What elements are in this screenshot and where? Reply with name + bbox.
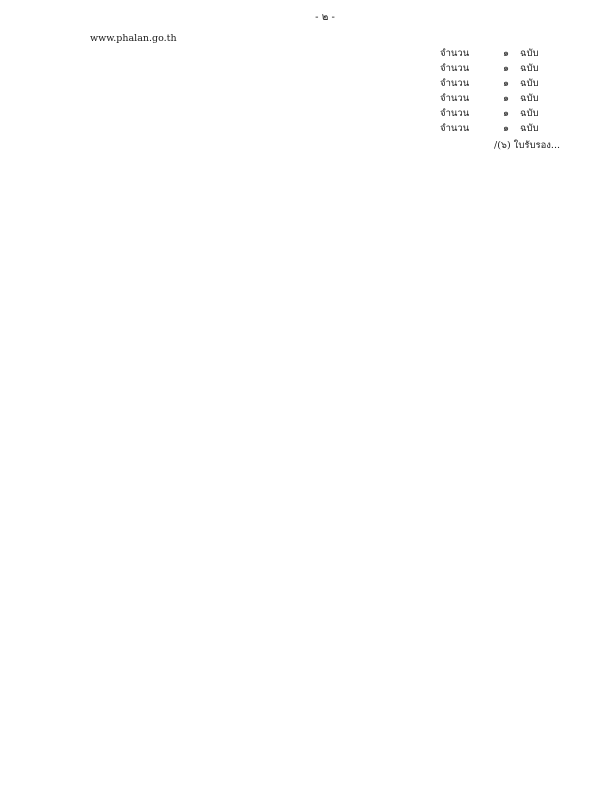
document-item-text	[130, 121, 440, 136]
document-item-text	[130, 61, 440, 76]
document-item-no	[110, 106, 130, 121]
document-item-unit: ฉบับ	[520, 78, 539, 89]
document-item-no	[110, 121, 130, 136]
document-item-text	[130, 91, 440, 106]
document-item	[110, 121, 560, 136]
document-item-qty-label: จำนวน	[440, 123, 470, 134]
document-item-qty-label: จำนวน	[440, 108, 470, 119]
document-item-text	[130, 46, 440, 61]
document-item	[110, 76, 560, 91]
document-item-qty-label: จำนวน	[440, 93, 470, 104]
document-item-qty: ๑	[502, 63, 510, 74]
document-item-text	[130, 106, 440, 121]
document-item-no	[110, 46, 130, 61]
document-item-qty: ๑	[502, 123, 510, 134]
document-item-no	[110, 76, 130, 91]
document-item-qty: ๑	[502, 108, 510, 119]
document-item-text	[130, 76, 440, 91]
required-documents-list	[110, 46, 560, 136]
document-item-unit: ฉบับ	[520, 93, 539, 104]
document-item-qty: ๑	[502, 48, 510, 59]
document-item-qty-label: จำนวน	[440, 78, 470, 89]
document-item-qty: ๑	[502, 78, 510, 89]
document-item	[110, 106, 560, 121]
document-item	[110, 91, 560, 106]
document-item-qty-label: จำนวน	[440, 63, 470, 74]
document-item-no	[110, 61, 130, 76]
document-item-unit: ฉบับ	[520, 123, 539, 134]
document-item-qty: ๑	[502, 93, 510, 104]
website-link[interactable]: www.phalan.go.th	[90, 33, 177, 44]
document-item-unit: ฉบับ	[520, 48, 539, 59]
document-item	[110, 46, 560, 61]
document-item-qty-label: จำนวน	[440, 48, 470, 59]
document-item-no	[110, 91, 130, 106]
continuation-marker: /(๖) ใบรับรอง...	[494, 140, 560, 151]
page-number: - ๒ -	[315, 12, 335, 23]
document-item-unit: ฉบับ	[520, 108, 539, 119]
document-item	[110, 61, 560, 76]
document-item-unit: ฉบับ	[520, 63, 539, 74]
